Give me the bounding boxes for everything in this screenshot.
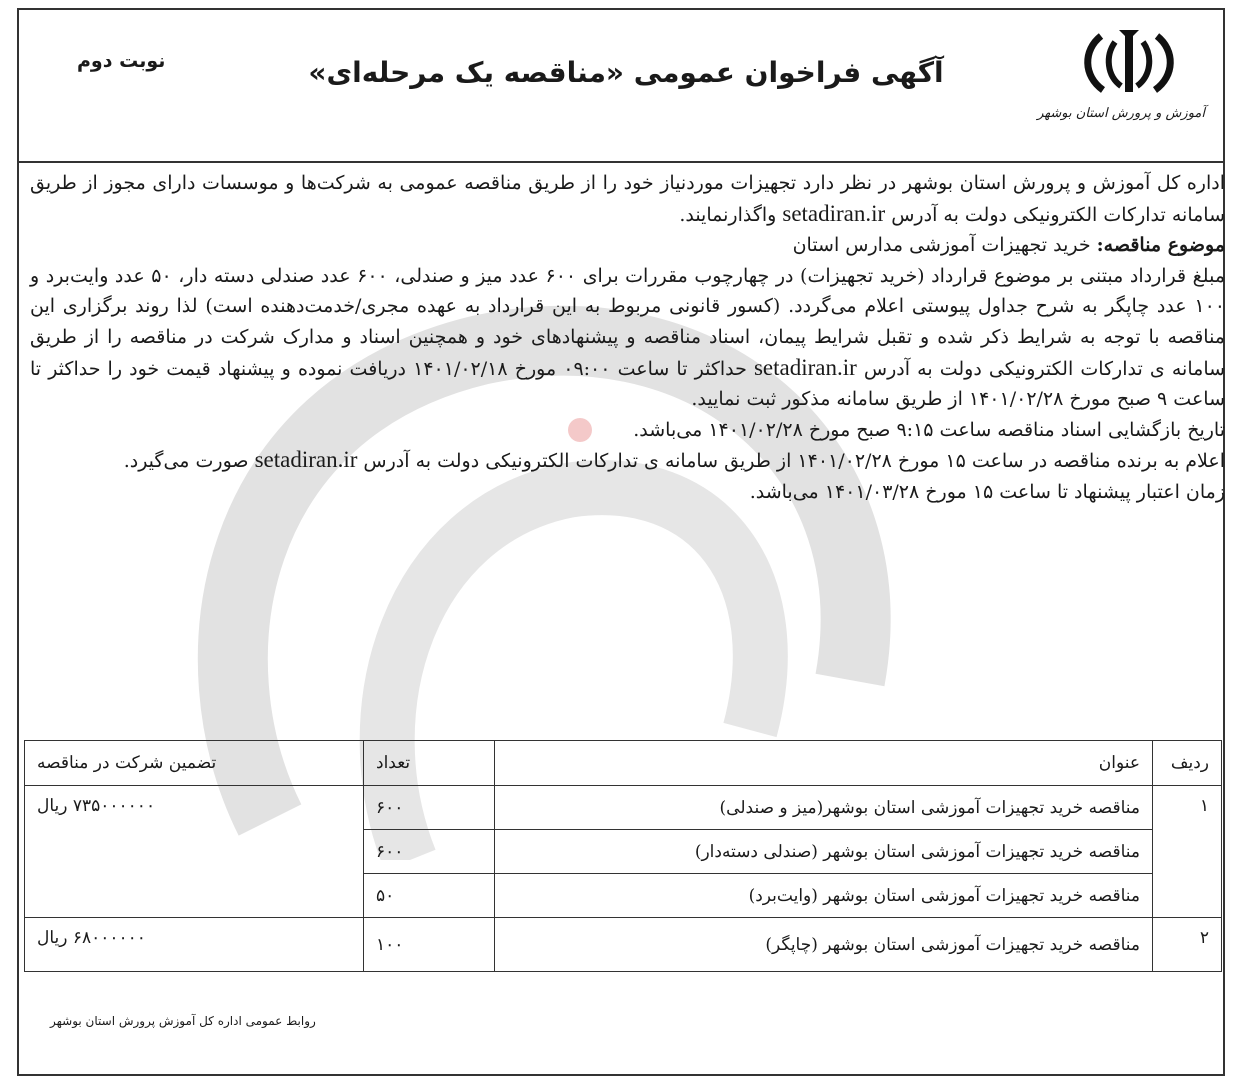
header-qty: تعداد [364, 741, 495, 786]
tender-table [24, 740, 1222, 972]
emblem-caption: آموزش و پرورش استان بوشهر [1037, 106, 1205, 121]
row-title: مناقصه خرید تجهیزات آموزشی استان بوشهر (چاپگر) [495, 918, 1153, 972]
turn-label: نوبت دوم [77, 50, 166, 72]
table-header-row [25, 741, 1222, 786]
subject-paragraph [30, 230, 1225, 261]
iran-emblem-icon [1081, 28, 1177, 98]
table-row [25, 918, 1222, 972]
header-guarantee: تضمین شرکت در مناقصه [25, 741, 364, 786]
header-title: عنوان [495, 741, 1153, 786]
winner-announcement-paragraph: اعلام به برنده مناقصه در ساعت ۱۵ مورخ ۱۴۰۱/۰۲/۲۸ از طریق سامانه ی تدارکات الکترونیکی دولت به آدرس setadiran.ir صورت می‌گیرد. [123, 447, 1225, 473]
setad-link[interactable]: setadiran.ir [254, 447, 358, 473]
row-title: مناقصه خرید تجهیزات آموزشی استان بوشهر(میز و صندلی) [495, 786, 1153, 830]
row-number: ۱ [1153, 786, 1222, 918]
notice-header [17, 8, 1225, 163]
table-row [25, 786, 1222, 830]
setad-link[interactable]: setadiran.ir [753, 354, 857, 380]
setad-link[interactable]: setadiran.ir [782, 200, 886, 226]
row-qty: ۱۰۰ [364, 918, 495, 972]
row-guarantee: ۶۸۰۰۰۰۰۰ ریال [25, 918, 364, 972]
subject-value: خرید تجهیزات آموزشی مدارس استان [792, 234, 1097, 257]
opening-date-paragraph: تاریخ بازگشایی اسناد مناقصه ساعت ۹:۱۵ صبح مورخ ۱۴۰۱/۰۲/۲۸ می‌باشد. [633, 418, 1225, 441]
validity-paragraph: زمان اعتبار پیشنهاد تا ساعت ۱۵ مورخ ۱۴۰۱/۰۳/۲۸ می‌باشد. [749, 480, 1225, 503]
row-number: ۲ [1153, 918, 1222, 972]
intro-paragraph: اداره کل آموزش و پرورش استان بوشهر در نظر دارد تجهیزات موردنیاز خود را از طریق مناقصه عمومی به شرکت‌ها و موسسات دارای مجوز از طریق سامانه تدارکات الکترونیکی دولت به آدرس setadiran.ir واگذارنمایند. [30, 172, 1225, 226]
row-guarantee: ۷۳۵۰۰۰۰۰۰ ریال [25, 786, 364, 918]
conditions-paragraph: مبلغ قرارداد مبتنی بر موضوع قرارداد (خرید تجهیزات) در چهارچوب مقررات برای ۶۰۰ عدد میز و صندلی، ۶۰۰ عدد صندلی دسته دار، ۵۰ عدد وایت‌برد و ۱۰۰ عدد چاپگر به شرح جداول پیوستی اعلام می‌گردد. (کسور قانونی مربوط به این قرارداد به عهده مجری/خدمت‌دهنده است) لذا روند برگزاری این مناقصه با توجه به شرایط ذکر شده و تقبل شرایط پیمان، اسناد مناقصه و پیشنهادهای خود و همچنین اسناد و مدارک شرکت در مناقصه را از طریق سامانه ی تدارکات الکترونیکی دولت به آدرس setadiran.ir حداکثر تا ساعت ۰۹:۰۰ مورخ ۱۴۰۱/۰۲/۱۸ دریافت نموده و پیشنهاد قیمت خود را حداکثر تا ساعت ۹ صبح مورخ ۱۴۰۱/۰۲/۲۸ از طریق سامانه مذکور ثبت نمایید. [30, 264, 1226, 411]
notice-body [30, 168, 1225, 508]
row-qty: ۶۰۰ [364, 786, 495, 830]
subject-label: موضوع مناقصه: [1096, 234, 1225, 257]
row-qty: ۵۰ [364, 874, 495, 918]
footer-credit: روابط عمومی اداره کل آموزش پرورش استان بوشهر [50, 1014, 316, 1028]
row-qty: ۶۰۰ [364, 830, 495, 874]
header-row-number: ردیف [1153, 741, 1222, 786]
row-title: مناقصه خرید تجهیزات آموزشی استان بوشهر (صندلی دسته‌دار) [495, 830, 1153, 874]
row-title: مناقصه خرید تجهیزات آموزشی استان بوشهر (وایت‌برد) [495, 874, 1153, 918]
page-title: آگهی فراخوان عمومی «مناقصه یک مرحله‌ای» [308, 56, 944, 89]
